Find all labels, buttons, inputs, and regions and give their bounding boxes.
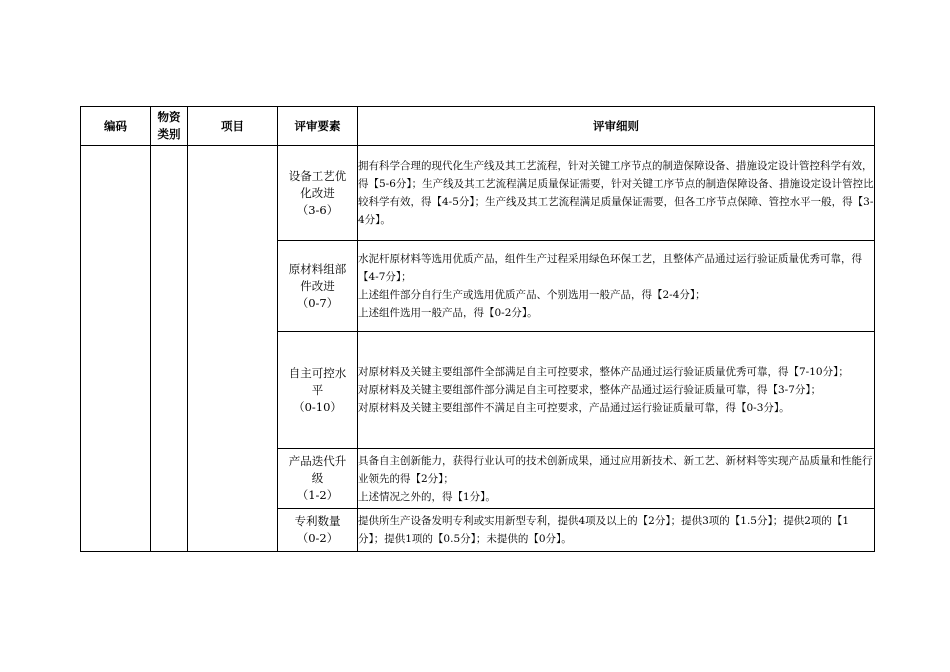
detail-line: 对原材料及关键主要组部件全部满足自主可控要求，整体产品通过运行验证质量优秀可靠，得【7-10分】； <box>358 366 849 378</box>
detail-line: 对原材料及关键主要组部件不满足自主可控要求，产品通过运行验证质量可靠，得【0-3分】。 <box>358 402 790 414</box>
element-score-range: （1-2） <box>296 488 339 502</box>
header-review-detail: 评审细则 <box>358 107 875 146</box>
header-category-line1: 物资 <box>157 110 181 124</box>
element-line: 专利数量 <box>294 514 341 528</box>
review-element-cell <box>278 146 358 241</box>
item-cell <box>188 146 278 552</box>
review-criteria-table <box>80 106 875 552</box>
review-detail-cell <box>358 449 875 509</box>
element-line: 级 <box>311 471 324 485</box>
element-score-range: （0-7） <box>296 295 339 310</box>
element-line: 产品迭代升 <box>288 454 347 468</box>
review-detail-cell <box>358 332 875 449</box>
element-line: 化改进 <box>300 185 335 200</box>
table-header-row <box>81 107 875 146</box>
detail-line: 拥有科学合理的现代化生产线及其工艺流程，针对关键工序节点的制造保障设备、措施设定设计管控科学有效，得【5-6分】；生产线及其工艺流程满足质量保证需要，针对关键工序节点的制造保障设备、措施设定设计管控比较科学有效，得【4-5分】；生产线及其工艺流程满足质量保证需要，但各工序节点保障、管控水平一般，得【3-4分】。 <box>358 160 874 226</box>
header-item: 项目 <box>188 107 278 146</box>
header-review-element: 评审要素 <box>278 107 358 146</box>
review-element-cell <box>278 509 358 552</box>
element-score-range: （3-6） <box>296 202 339 217</box>
element-score-range: （0-2） <box>296 531 339 545</box>
review-detail-cell <box>358 146 875 241</box>
header-category-line2: 类别 <box>157 127 181 141</box>
review-detail-cell <box>358 241 875 332</box>
table-row <box>81 146 875 241</box>
header-code: 编码 <box>81 107 151 146</box>
code-cell <box>81 146 151 552</box>
detail-line: 上述组件部分自行生产或选用优质产品、个别选用一般产品，得【2-4分】； <box>358 289 706 301</box>
header-material-category <box>151 107 188 146</box>
element-line: 设备工艺优 <box>288 168 347 183</box>
review-element-cell <box>278 241 358 332</box>
detail-line: 水泥杆原材料等选用优质产品，组件生产过程采用绿色环保工艺，且整体产品通过运行验证质量优秀可靠，得【4-7分】； <box>358 253 862 283</box>
element-line: 原材料组部 <box>288 261 347 276</box>
detail-line: 上述组件选用一般产品，得【0-2分】。 <box>358 307 538 319</box>
review-element-cell <box>278 449 358 509</box>
review-detail-cell <box>358 509 875 552</box>
detail-line: 上述情况之外的，得【1分】。 <box>358 490 496 503</box>
detail-line: 对原材料及关键主要组部件部分满足自主可控要求，整体产品通过运行验证质量可靠，得【3-7分】； <box>358 384 822 396</box>
category-cell <box>151 146 188 552</box>
detail-line: 具备自主创新能力，获得行业认可的技术创新成果，通过应用新技术、新工艺、新材料等实现产品质量和性能行业领先的得【2分】； <box>358 454 873 485</box>
review-element-cell <box>278 332 358 449</box>
element-line: 件改进 <box>300 278 335 293</box>
detail-line: 提供所生产设备发明专利或实用新型专利，提供4项及以上的【2分】；提供3项的【1.5分】；提供2项的【1分】；提供1项的【0.5分】；未提供的【0分】。 <box>358 515 850 545</box>
element-line: 自主可控水 <box>288 365 347 380</box>
element-line: 平 <box>311 382 324 397</box>
element-score-range: （0-10） <box>293 399 342 414</box>
